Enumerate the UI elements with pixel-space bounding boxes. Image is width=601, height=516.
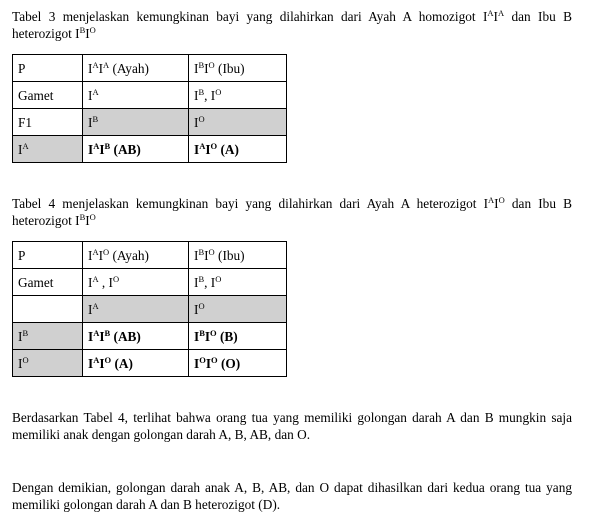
allele-base: I <box>88 301 93 317</box>
table-row <box>13 350 287 377</box>
cell-text: P <box>18 247 26 263</box>
allele-base: I <box>205 355 211 371</box>
table-row <box>13 136 287 163</box>
allele-base: I <box>99 328 105 344</box>
table-row <box>13 82 287 109</box>
table-cell-shaded <box>189 296 287 323</box>
allele-base: I <box>194 141 200 157</box>
allele-superscript: B <box>22 327 29 338</box>
allele-superscript: A <box>92 273 99 284</box>
allele-base: I <box>88 274 93 290</box>
allele-base: I <box>194 355 200 371</box>
allele-base: I <box>18 328 23 344</box>
table-cell <box>83 242 189 269</box>
allele-base: I <box>88 141 94 157</box>
allele-base: I <box>88 247 93 263</box>
allele-superscript: A <box>92 59 99 70</box>
allele-superscript: A <box>92 86 99 97</box>
allele-superscript: O <box>198 113 205 124</box>
caption-text: I <box>493 9 498 24</box>
allele-base: I <box>99 141 105 157</box>
allele-superscript: O <box>104 354 112 365</box>
table-cell-offspring <box>83 323 189 350</box>
allele-base: I <box>194 274 199 290</box>
allele-superscript: O <box>112 273 120 284</box>
allele-superscript: B <box>198 273 205 284</box>
cell-text: (A) <box>217 141 239 157</box>
cell-text: F1 <box>18 114 33 130</box>
allele-base: I <box>88 60 93 76</box>
allele-superscript: A <box>93 354 100 365</box>
table-cell-offspring <box>189 323 287 350</box>
cell-text: Gamet <box>18 87 54 103</box>
allele-superscript: A <box>497 8 505 18</box>
spacer <box>12 42 572 54</box>
cell-text: (Ayah) <box>109 60 149 76</box>
allele-superscript: O <box>210 140 218 151</box>
allele-base: I <box>194 328 200 344</box>
allele-superscript: B <box>198 246 205 257</box>
cell-text: Gamet <box>18 274 54 290</box>
caption-text: I <box>494 196 499 211</box>
allele-superscript: A <box>92 300 99 311</box>
allele-superscript: O <box>498 195 505 205</box>
caption-text: dan Ibu B heterozigot I <box>12 9 573 41</box>
table-cell <box>83 82 189 109</box>
allele-superscript: O <box>208 246 215 257</box>
table-row <box>13 323 287 350</box>
allele-superscript: A <box>103 59 110 70</box>
cell-text: (Ibu) <box>214 247 245 263</box>
allele-base: I <box>204 328 211 344</box>
allele-base: I <box>88 87 93 103</box>
allele-base: I <box>99 355 105 371</box>
caption-text: I <box>85 213 90 228</box>
table-cell <box>189 55 287 82</box>
allele-superscript: O <box>210 327 217 338</box>
table-cell <box>13 82 83 109</box>
table3-caption <box>12 8 572 42</box>
table-cell <box>13 55 83 82</box>
cell-text: (O) <box>217 355 241 371</box>
caption-text: Tabel 4 menjelaskan kemungkinan bayi yang dilahirkan dari Ayah A heterozigot I <box>12 196 489 211</box>
table-cell-shaded <box>13 323 83 350</box>
table-cell-empty <box>13 296 83 323</box>
allele-base: I <box>205 141 211 157</box>
allele-superscript: A <box>487 8 494 18</box>
allele-superscript: A <box>93 327 100 338</box>
allele-superscript: B <box>79 25 86 35</box>
table-row <box>13 55 287 82</box>
table-cell <box>189 269 287 296</box>
table-cell <box>189 242 287 269</box>
allele-superscript: B <box>104 140 111 151</box>
table-cell <box>13 269 83 296</box>
cell-text: (Ayah) <box>109 247 149 263</box>
cell-text: P <box>18 60 26 76</box>
allele-base: I <box>98 247 104 263</box>
table4-caption <box>12 195 572 229</box>
allele-base: , I <box>204 274 216 290</box>
spacer <box>12 443 572 479</box>
table-cell <box>83 269 189 296</box>
table-row <box>13 296 287 323</box>
allele-superscript: O <box>211 354 218 365</box>
allele-base: I <box>194 247 199 263</box>
cell-text: (B) <box>216 328 238 344</box>
table-row <box>13 269 287 296</box>
allele-superscript: A <box>22 140 29 151</box>
caption-text: Tabel 3 menjelaskan kemungkinan bayi yang dilahirkan dari Ayah A homozigot I <box>12 9 488 24</box>
allele-superscript: O <box>208 59 215 70</box>
allele-base: I <box>18 141 23 157</box>
spacer <box>12 163 572 195</box>
table3-punnett-square <box>12 54 287 163</box>
allele-superscript: O <box>199 354 206 365</box>
table-cell-shaded <box>83 109 189 136</box>
table-cell-offspring <box>83 350 189 377</box>
table-cell <box>13 242 83 269</box>
allele-base: I <box>88 328 94 344</box>
allele-superscript: O <box>89 212 96 222</box>
caption-text: dan Ibu B heterozigot I <box>12 196 572 228</box>
allele-base: , I <box>204 87 216 103</box>
allele-base: I <box>194 114 199 130</box>
spacer <box>12 377 572 409</box>
table-cell-shaded <box>13 136 83 163</box>
allele-base: I <box>204 60 209 76</box>
allele-base: I <box>204 247 209 263</box>
cell-text: (Ibu) <box>214 60 245 76</box>
table-cell-shaded <box>13 350 83 377</box>
table-cell <box>83 55 189 82</box>
allele-superscript: O <box>198 300 205 311</box>
table-cell <box>189 82 287 109</box>
allele-base: I <box>194 60 199 76</box>
allele-superscript: B <box>198 59 205 70</box>
allele-superscript: B <box>198 86 205 97</box>
allele-base: I <box>18 355 23 371</box>
allele-base: , I <box>98 274 113 290</box>
allele-superscript: O <box>89 25 96 35</box>
allele-superscript: A <box>92 246 99 257</box>
allele-base: I <box>98 60 104 76</box>
answer-paragraph: Dengan demikian, golongan darah anak A, B, AB, dan O dapat dihasilkan dari kedua orang tua yang memiliki golongan darah A dan B heterozigot (D). <box>12 480 572 512</box>
allele-base: I <box>194 87 199 103</box>
allele-superscript: O <box>103 246 110 257</box>
table-row <box>13 242 287 269</box>
allele-superscript: O <box>215 86 222 97</box>
allele-superscript: A <box>488 195 495 205</box>
allele-base: I <box>88 355 94 371</box>
cell-text: (AB) <box>110 328 141 344</box>
table-cell-shaded <box>189 109 287 136</box>
table-cell <box>13 109 83 136</box>
table-cell-shaded <box>83 296 189 323</box>
allele-superscript: O <box>215 273 222 284</box>
allele-base: I <box>88 114 93 130</box>
document-page <box>12 8 572 513</box>
table-row <box>13 109 287 136</box>
allele-superscript: B <box>79 212 86 222</box>
allele-superscript: A <box>93 140 100 151</box>
cell-text: (AB) <box>110 141 141 157</box>
cell-text: (A) <box>111 355 133 371</box>
allele-superscript: B <box>199 327 205 338</box>
table-cell-offspring <box>189 350 287 377</box>
table4-punnett-square <box>12 241 287 377</box>
table-cell-offspring <box>189 136 287 163</box>
allele-superscript: B <box>104 327 111 338</box>
conclusion-paragraph: Berdasarkan Tabel 4, terlihat bahwa orang tua yang memiliki golongan darah A dan B mungkin saja memiliki anak dengan golongan darah A, B, AB, dan O. <box>12 410 572 442</box>
caption-text: I <box>85 26 90 41</box>
allele-superscript: A <box>199 140 206 151</box>
allele-base: I <box>194 301 199 317</box>
spacer <box>12 229 572 241</box>
allele-superscript: O <box>22 354 29 365</box>
table-cell-offspring <box>83 136 189 163</box>
allele-superscript: B <box>92 113 99 124</box>
